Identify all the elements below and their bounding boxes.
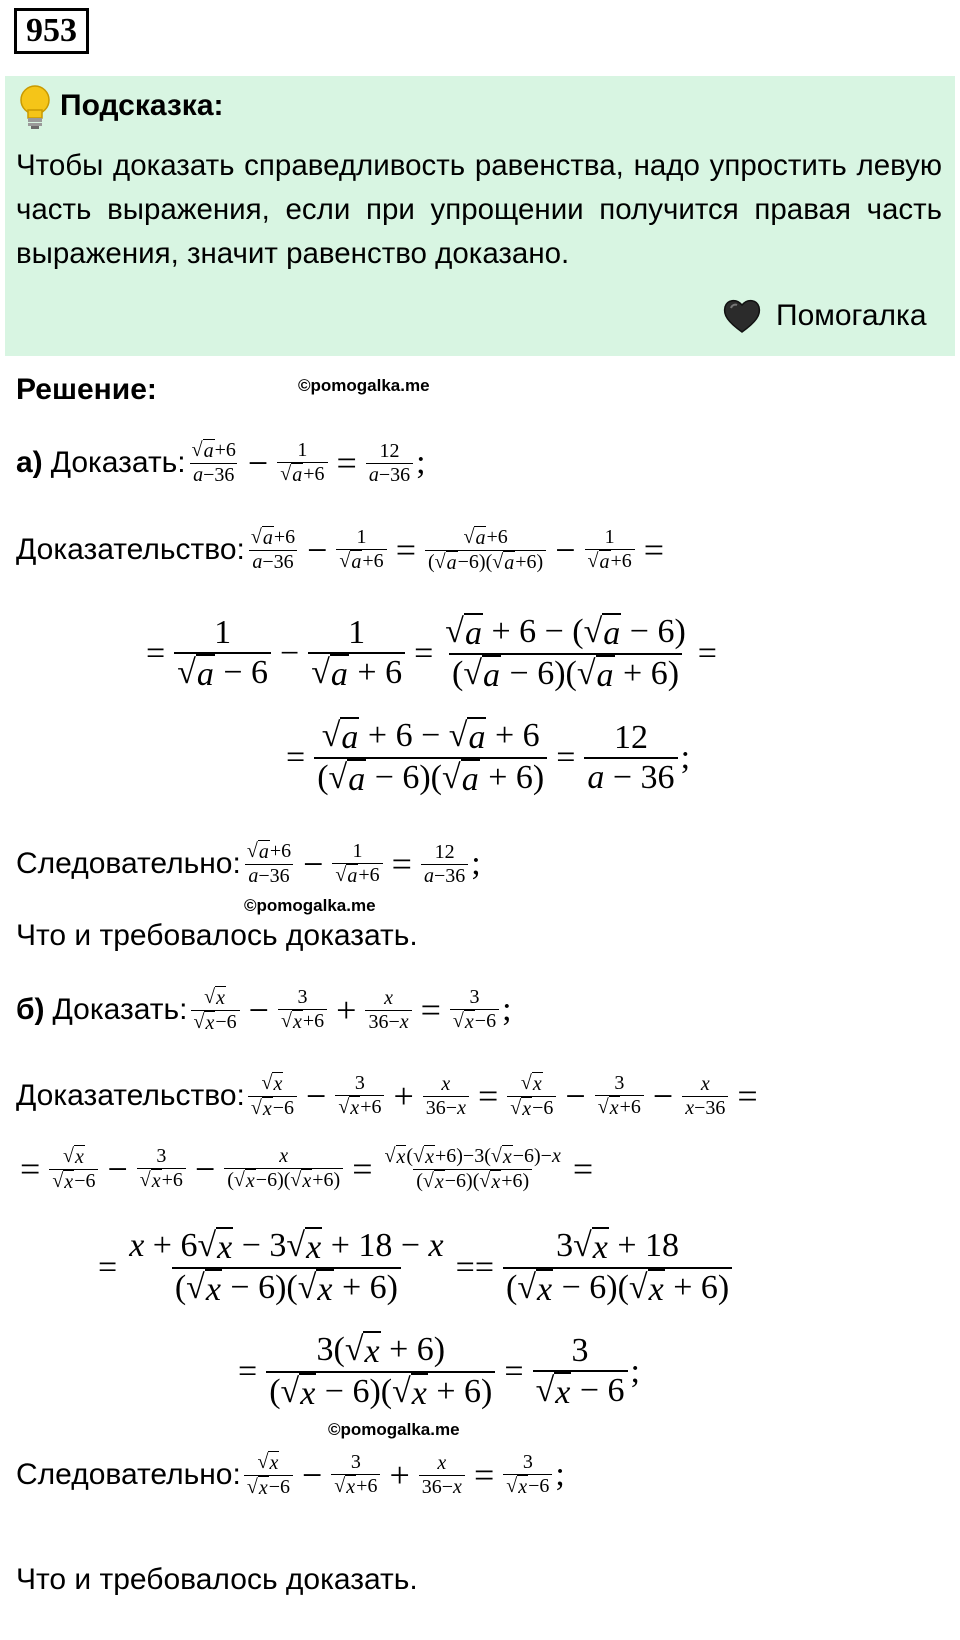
math-expression: √ a +6 a−36 − 1 √ a +6 = √ a +6 ( √ a −6)( √ a +6) − 1 √ a +6 = bbox=[250, 525, 665, 574]
watermark: ©pomogalka.me bbox=[298, 376, 430, 395]
part-a-therefore bbox=[16, 828, 481, 900]
hint-title: Подсказка: bbox=[60, 89, 224, 122]
part-a-statement bbox=[16, 428, 426, 498]
part-a-proof-line3: = √ a + 6 − √ a + 6 ( √ a − 6)( √ a + 6) = $\frac{12}{a - 36}$ ; bbox=[286, 717, 691, 798]
lightbulb-icon bbox=[18, 84, 52, 130]
therefore-label: Следовательно: bbox=[16, 847, 241, 880]
part-b-proof-line3: = x + 6 √ x − 3 √ x + 18 − x ( √ x − 6)( √ x + 6) == 3 √ x + 18 ( √ x − 6)( √ x + 6) bbox=[92, 1218, 735, 1318]
math-expression: √ a +6 a−36 − 1 √ a +6 = $\frac{12}{a-36}$ ; bbox=[191, 439, 426, 486]
solution-title: Решение: bbox=[16, 373, 157, 406]
part-b-statement bbox=[16, 974, 512, 1046]
part-a-proof-line2: = 1 √ a − 6 − 1 √ a + 6 = √ a + 6 − ( √ a − 6) ( √ a − 6)( √ a + 6) = bbox=[146, 613, 717, 694]
watermark: ©pomogalka.me bbox=[244, 896, 376, 915]
math-expression: √ a +6 a−36 − 1 √ a +6 = $\frac{12}{a-36}$ ; bbox=[246, 840, 481, 887]
math-expression: √ x √ x −6 − 3 √ x +6 + $\frac{x}{36-x}$ = 3 √ x −6 ; bbox=[241, 1451, 565, 1500]
math-expression: √ x √ x −6 − 3 √ x +6 + $\frac{x}{36-x}$ = 3 √ x −6 ; bbox=[188, 986, 512, 1035]
task-number: 953 bbox=[14, 8, 89, 54]
watermark: ©pomogalka.me bbox=[328, 1420, 460, 1439]
part-b-proof-line1 bbox=[16, 1060, 764, 1132]
part-b-proof-line4: = 3( √ x + 6) ( √ x − 6)( √ x + 6) = 3 √ x − 6 ; bbox=[238, 1331, 640, 1412]
part-b-therefore bbox=[16, 1438, 565, 1512]
part-b-label: б) bbox=[16, 993, 45, 1026]
proof-label: Доказательство: bbox=[16, 1079, 245, 1112]
math-expression: √ x √ x −6 − 3 √ x +6 + $\frac{x}{36-x}$ = √ x √ x −6 − 3 √ x +6 − $\frac{x}{x-36}$ = bbox=[245, 1072, 764, 1121]
heart-icon bbox=[722, 296, 762, 336]
proof-label: Доказательство: bbox=[16, 533, 245, 566]
part-a-proof-line1 bbox=[16, 514, 670, 586]
part-a-label: а) bbox=[16, 446, 43, 479]
hint-brand: Помогалка bbox=[776, 299, 927, 332]
part-b-conclusion: Что и требовалось доказать. bbox=[16, 1563, 418, 1596]
therefore-label: Следовательно: bbox=[16, 1458, 241, 1491]
part-b-proof-line2: = √ x √ x −6 − 3 √ x +6 − x ( √ x −6)( √ x +6) = √ x ( √ x +6)−3( √ x −6)−x ( √ x −6)( √ x +6) = bbox=[20, 1144, 594, 1193]
prove-label: Доказать: bbox=[50, 446, 186, 479]
prove-label: Доказать: bbox=[52, 993, 188, 1026]
part-a-conclusion: Что и требовалось доказать. bbox=[16, 919, 418, 952]
hint-text: Чтобы доказать справедливость равенства, надо упростить левую часть выражения, если при упрощении получится правая часть выражения, значит равенство доказано. bbox=[16, 149, 942, 270]
